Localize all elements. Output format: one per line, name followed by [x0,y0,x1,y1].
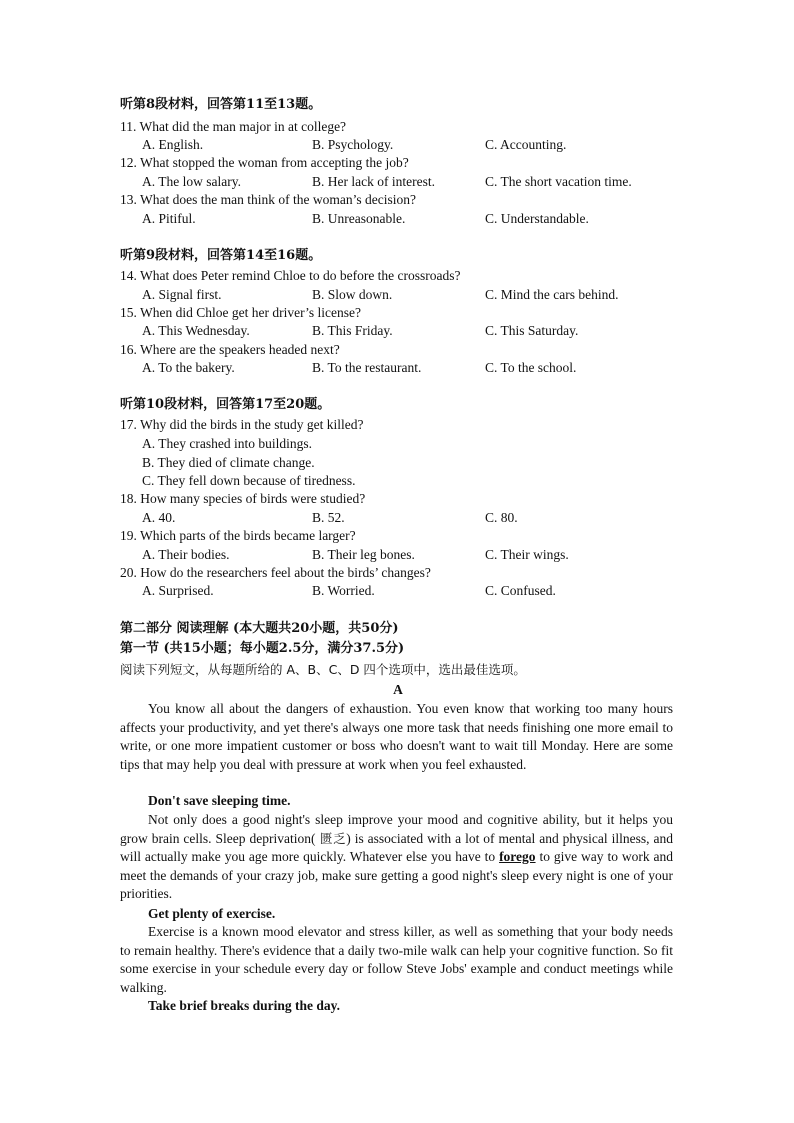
option-a: A. English. [142,137,204,152]
option-a: A. This Wednesday. [142,323,250,338]
options-12 [142,173,682,191]
question-11: 11. What did the man major in at college? [120,119,347,134]
instructions: 阅读下列短文，从每题所给的 A、B、C、D 四个选项中，选出最佳选项。 [120,662,526,677]
options-18 [142,509,682,527]
option-b: B. Unreasonable. [312,211,406,226]
question-17: 17. Why did the birds in the study get killed? [120,417,364,432]
option-c: C. This Saturday. [485,323,579,338]
underlined-word: forego [499,849,536,864]
question-18: 18. How many species of birds were studied? [120,491,366,506]
options-19 [142,546,682,564]
question-12: 12. What stopped the woman from accepting the job? [120,155,409,170]
option-b: B. To the restaurant. [312,360,422,375]
option-b: B. Their leg bones. [312,547,415,562]
options-16 [142,359,682,377]
question-14: 14. What does Peter remind Chloe to do before the crossroads? [120,268,461,283]
subheading-sleep: Don't save sleeping time. [148,793,291,808]
option-b: B. Worried. [312,583,375,598]
question-16: 16. Where are the speakers headed next? [120,342,340,357]
option-a: A. They crashed into buildings. [142,436,312,451]
option-c: C. To the school. [485,360,577,375]
section-header-8: 听第8段材料，回答第11至13题。 [120,97,322,112]
subheading-exercise: Get plenty of exercise. [148,906,276,921]
option-c: C. Mind the cars behind. [485,287,619,302]
question-19: 19. Which parts of the birds became larger? [120,528,356,543]
option-a: A. Signal first. [142,287,222,302]
question-13: 13. What does the man think of the woman’s decision? [120,192,416,207]
option-c: C. The short vacation time. [485,174,632,189]
section-header-10: 听第10段材料，回答第17至20题。 [120,397,331,412]
option-b: B. Slow down. [312,287,393,302]
option-b: B. Psychology. [312,137,394,152]
options-11 [142,136,682,154]
option-a: A. To the bakery. [142,360,235,375]
option-a: A. Their bodies. [142,547,230,562]
paragraph-2-part-b: ) is associated with a lot of mental and physical illness, and will actually make you age more quickly. Whatever else you have to [120,830,673,864]
option-c: C. They fell down because of tiredness. [142,473,356,488]
options-20 [142,582,682,600]
paragraph-1: You know all about the dangers of exhaustion. You even know that working too many hours affects your productivity, and yet there's always one more task that needs finishing one more email to write, or one more impatient customer or boss who doesn't want to wait till Monday. Here are some tips that may help you deal with pressure at work when you feel exhausted. [120,701,673,772]
paragraph-2 [120,811,673,904]
option-c: C. 80. [485,510,518,525]
chinese-gloss: 匮乏 [315,830,347,846]
option-a: A. Pitiful. [142,211,196,226]
paragraph-2-part-a: Not only does a good night's sleep improve your mood and cognitive ability, but it helps you grow brain cells. Sleep deprivation( [120,812,673,846]
option-c: C. Confused. [485,583,556,598]
option-a: A. Surprised. [142,583,214,598]
option-b: B. Her lack of interest. [312,174,435,189]
option-c: C. Accounting. [485,137,567,152]
paragraph-3: Exercise is a known mood elevator and stress killer, as well as something that your body needs to remain healthy. There's evidence that a daily two-mile walk can help your cognitive function. So fit some exercise in your schedule every day or follow Steve Jobs' example and conduct meetings while walking. [120,924,673,995]
option-a: A. 40. [142,510,176,525]
option-b: B. This Friday. [312,323,393,338]
paragraph-2-part-c: to give way to work and meet the demands of your crazy job, make sure getting a good night's sleep every night is one of your priorities. [120,849,673,901]
passage-letter: A [393,682,403,697]
question-20: 20. How do the researchers feel about the birds’ changes? [120,565,431,580]
options-13 [142,210,682,228]
section-title: 第一节 (共15小题；每小题2.5分，满分37.5分) [120,641,405,656]
question-15: 15. When did Chloe get her driver’s license? [120,305,361,320]
options-14 [142,286,682,304]
option-c: C. Understandable. [485,211,589,226]
options-15 [142,322,682,340]
part-title: 第二部分 阅读理解 (本大题共20小题，共50分) [120,621,399,636]
option-c: C. Their wings. [485,547,569,562]
option-a: A. The low salary. [142,174,241,189]
option-b: B. 52. [312,510,345,525]
subheading-breaks: Take brief breaks during the day. [148,998,341,1013]
section-header-9: 听第9段材料，回答第14至16题。 [120,248,322,263]
option-b: B. They died of climate change. [142,455,315,470]
